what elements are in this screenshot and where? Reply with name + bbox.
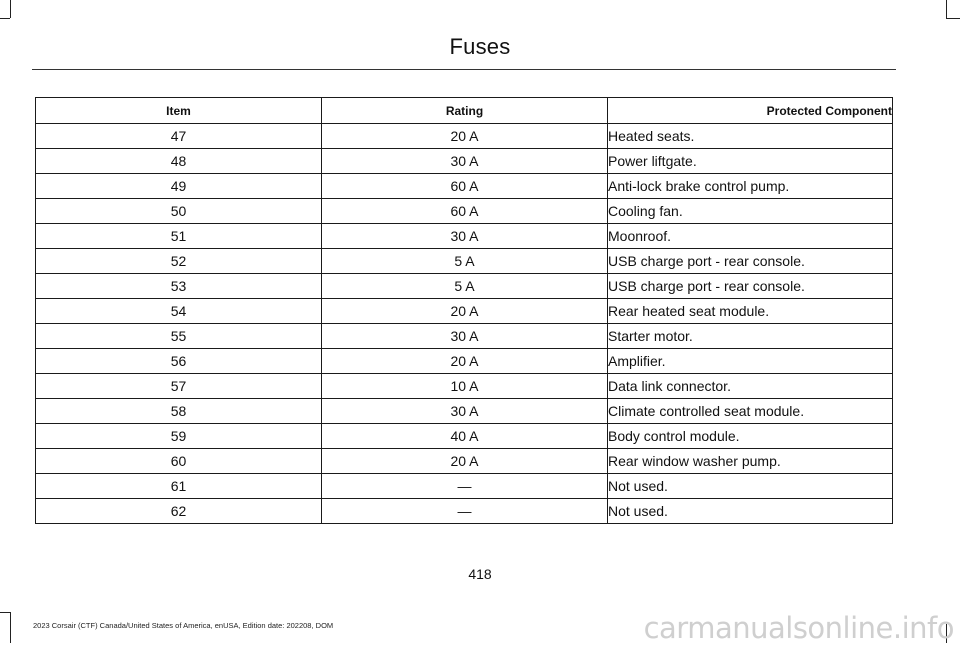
page-number: 418	[468, 566, 492, 582]
cell-item: 58	[36, 399, 322, 424]
crop-mark-top-left-horizontal	[0, 18, 10, 19]
cell-item: 53	[36, 274, 322, 299]
table-row	[36, 399, 893, 424]
cell-item: 52	[36, 249, 322, 274]
cell-protected-component: Rear heated seat module.	[608, 299, 893, 324]
cell-rating: 30 A	[322, 149, 608, 174]
cell-rating: 60 A	[322, 174, 608, 199]
column-header-rating: Rating	[322, 98, 608, 124]
edition-note: 2023 Corsair (CTF) Canada/United States of America, enUSA, Edition date: 202208, DOM	[33, 621, 334, 630]
table-row	[36, 274, 893, 299]
table-row	[36, 199, 893, 224]
cell-protected-component: USB charge port - rear console.	[608, 274, 893, 299]
cell-rating: 20 A	[322, 349, 608, 374]
cell-protected-component: Moonroof.	[608, 224, 893, 249]
cell-item: 49	[36, 174, 322, 199]
table-row	[36, 424, 893, 449]
cell-item: 61	[36, 474, 322, 499]
cell-rating: 40 A	[322, 424, 608, 449]
cell-rating: 30 A	[322, 399, 608, 424]
crop-mark-top-right-horizontal	[946, 18, 960, 19]
fuse-table	[35, 97, 893, 524]
crop-mark-bottom-left-horizontal	[0, 612, 10, 613]
cell-rating: 5 A	[322, 274, 608, 299]
crop-mark-bottom-left-vertical	[10, 612, 11, 643]
cell-rating: —	[322, 474, 608, 499]
cell-rating: —	[322, 499, 608, 524]
cell-protected-component: Rear window washer pump.	[608, 449, 893, 474]
cell-protected-component: Not used.	[608, 499, 893, 524]
cell-protected-component: Anti-lock brake control pump.	[608, 174, 893, 199]
cell-protected-component: Not used.	[608, 474, 893, 499]
table-row	[36, 374, 893, 399]
cell-protected-component: Data link connector.	[608, 374, 893, 399]
title-divider	[32, 69, 896, 70]
cell-protected-component: Amplifier.	[608, 349, 893, 374]
table-row	[36, 349, 893, 374]
cell-rating: 20 A	[322, 299, 608, 324]
page-title: Fuses	[449, 34, 511, 59]
table-row	[36, 174, 893, 199]
crop-mark-top-left-vertical	[10, 0, 11, 18]
table-row	[36, 299, 893, 324]
cell-item: 50	[36, 199, 322, 224]
watermark: carmanualsonline.info	[643, 611, 954, 645]
cell-item: 56	[36, 349, 322, 374]
crop-mark-top-right-vertical	[946, 0, 947, 18]
cell-rating: 10 A	[322, 374, 608, 399]
cell-protected-component: Climate controlled seat module.	[608, 399, 893, 424]
table-row	[36, 499, 893, 524]
table-header-row	[36, 98, 893, 124]
column-header-item: Item	[36, 98, 322, 124]
cell-protected-component: Heated seats.	[608, 124, 893, 149]
cell-rating: 5 A	[322, 249, 608, 274]
cell-item: 62	[36, 499, 322, 524]
table-row	[36, 324, 893, 349]
cell-rating: 20 A	[322, 449, 608, 474]
cell-item: 60	[36, 449, 322, 474]
cell-item: 54	[36, 299, 322, 324]
cell-rating: 30 A	[322, 324, 608, 349]
table-row	[36, 474, 893, 499]
cell-item: 59	[36, 424, 322, 449]
table-row	[36, 449, 893, 474]
cell-rating: 20 A	[322, 124, 608, 149]
cell-item: 55	[36, 324, 322, 349]
cell-item: 47	[36, 124, 322, 149]
cell-item: 48	[36, 149, 322, 174]
cell-rating: 30 A	[322, 224, 608, 249]
column-header-protected-component: Protected Component	[608, 98, 893, 124]
cell-rating: 60 A	[322, 199, 608, 224]
cell-protected-component: USB charge port - rear console.	[608, 249, 893, 274]
cell-protected-component: Power liftgate.	[608, 149, 893, 174]
table-row	[36, 149, 893, 174]
table-row	[36, 249, 893, 274]
cell-protected-component: Body control module.	[608, 424, 893, 449]
cell-protected-component: Cooling fan.	[608, 199, 893, 224]
table-row	[36, 224, 893, 249]
table-body	[36, 124, 893, 524]
cell-protected-component: Starter motor.	[608, 324, 893, 349]
cell-item: 51	[36, 224, 322, 249]
cell-item: 57	[36, 374, 322, 399]
table-row	[36, 124, 893, 149]
